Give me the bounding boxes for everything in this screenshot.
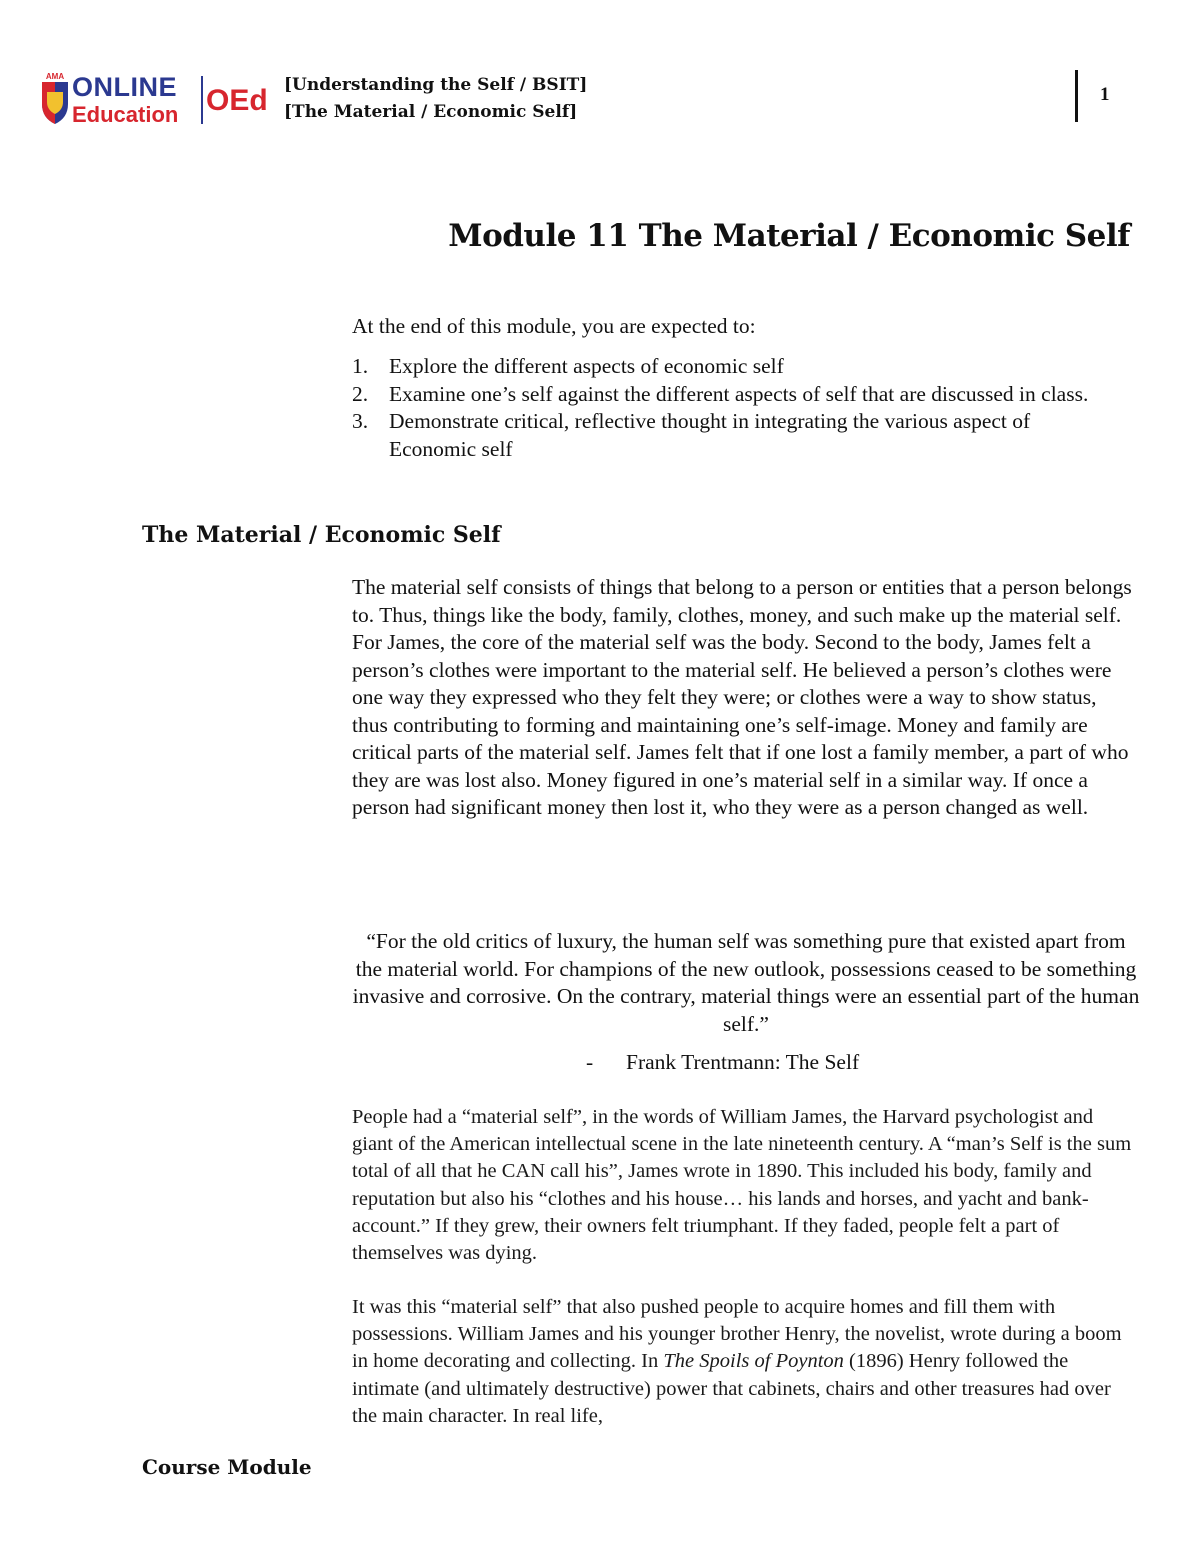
- logo-oed-mark: OEd: [206, 84, 268, 117]
- ama-crest-icon: [42, 72, 68, 124]
- logo-online-text: ONLINE: [72, 72, 178, 102]
- paragraph-homes-start: It was this “material self” that also pushed people to acquire homes and fill them with possessions. William James and his younger brother Henry, the novelist, wrote during a boom in home decorating and collecting. In: [352, 1296, 1122, 1373]
- objective-number: 3.: [352, 409, 369, 433]
- online-education-logo: [38, 70, 270, 126]
- footer-course-module: Course Module: [142, 1455, 312, 1479]
- paragraph-william-james: People had a “material self”, in the words of William James, the Harvard psychologist and giant of the American intellectual scene in the late nineteenth century. A “man’s Self is the sum total of all that he CAN call his”, James wrote in 1890. This included his body, family and reputation but also his “clothes and his house… his lands and horses, and yacht and bank-account.” If they grew, their owners felt triumphant. If they faded, people felt a part of themselves was dying.: [352, 1106, 1132, 1265]
- paragraph-material-self: The material self consists of things that belong to a person or entities that a person belongs to. Thus, things like the body, family, clothes, money, and such make up the material self. For James, the core of the material self was the body. Second to the body, James felt a person’s clothes were important to the material self. He believed a person’s clothes were one way they expressed who they felt they were; or clothes were a way to show status, thus contributing to forming and maintaining one’s self-image. Money and family are critical parts of the material self. James felt that if one lost a family member, a part of who they are was lost also. Money figured in one’s material self in a similar way. If once a person had significant money then lost it, who they were as a person changed as well.: [352, 575, 1132, 819]
- book-title: The Spoils of Poynton: [663, 1350, 844, 1373]
- logo-divider: [201, 76, 203, 124]
- attribution-dash: -: [586, 1050, 594, 1074]
- objective-item: [352, 353, 1122, 381]
- paragraph-homes: [352, 1294, 1137, 1430]
- objective-item: [352, 381, 1122, 409]
- crest-label: AMA: [45, 72, 65, 81]
- objectives-intro: At the end of this module, you are expected to:: [352, 314, 756, 338]
- attribution-text: Frank Trentmann: The Self: [626, 1050, 860, 1074]
- quote-attribution: [586, 1050, 859, 1075]
- objective-text: Explore the different aspects of economic self: [389, 354, 784, 378]
- objective-item: [352, 408, 1122, 463]
- paragraph-homes-end: (1896) Henry followed the intimate (and ultimately destructive) power that cabinets, chairs and other treasures had over the main character. In real life,: [352, 1350, 1111, 1427]
- header-divider: [1075, 70, 1078, 122]
- objective-number: 1.: [352, 354, 369, 378]
- logo-education-text: Education: [72, 102, 179, 126]
- header-titles: [284, 72, 587, 126]
- page-number: 1: [1100, 84, 1110, 105]
- header-course-line: [Understanding the Self / BSIT]: [284, 75, 588, 95]
- objectives-list: [352, 353, 1122, 463]
- module-title: Module 11 The Material / Economic Self: [448, 218, 1130, 254]
- header-topic-line: [The Material / Economic Self]: [284, 102, 578, 122]
- objective-number: 2.: [352, 381, 369, 406]
- objective-text: Examine one’s self against the different aspects of self that are discussed in class.: [389, 381, 1089, 406]
- objective-text: Demonstrate critical, reflective thought in integrating the various aspect of Economic self: [389, 409, 1031, 461]
- section-heading: The Material / Economic Self: [142, 522, 501, 548]
- quote-block: “For the old critics of luxury, the human self was something pure that existed apart from the material world. For champions of the new outlook, possessions ceased to be something invasive and corrosive. On the contrary, material things were an essential part of the human self.”: [352, 929, 1140, 1036]
